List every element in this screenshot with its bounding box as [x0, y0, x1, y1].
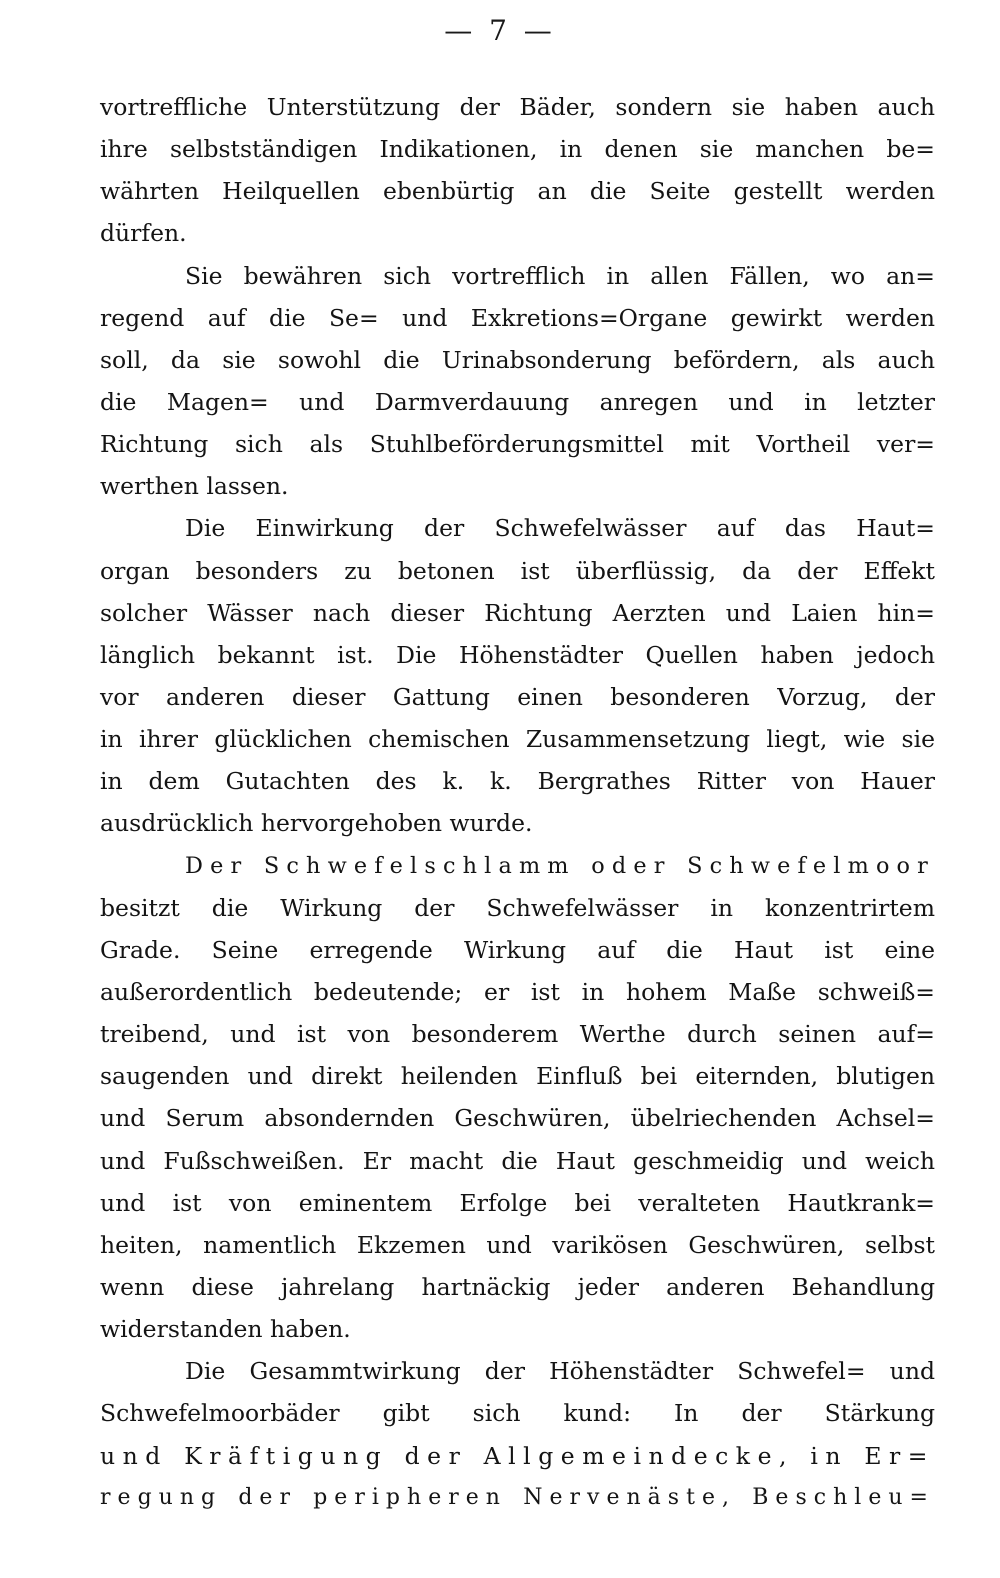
- text-line: und Kräftigung der Allgemeindecke, in Er=: [100, 1441, 935, 1470]
- text-line: ihre selbstständigen Indikationen, in denen sie manchen be=: [100, 135, 935, 164]
- text-line: besitzt die Wirkung der Schwefelwässer in konzentrirtem: [100, 893, 935, 922]
- text-line: Sie bewähren sich vortrefflich in allen Fällen, wo an=: [185, 261, 935, 290]
- text-line: die Magen= und Darmverdauung anregen und in letzter: [100, 387, 935, 416]
- text-line: treibend, und ist von besonderem Werthe durch seinen auf=: [100, 1020, 935, 1049]
- text-line: wenn diese jahrelang hartnäckig jeder anderen Behandlung: [100, 1272, 935, 1301]
- text-line: regung der peripheren Nervenäste, Beschleu=: [100, 1484, 935, 1510]
- text-line: Die Gesammtwirkung der Höhenstädter Schwefel= und: [185, 1357, 935, 1386]
- text-line: in ihrer glücklichen chemischen Zusammensetzung liegt, wie sie: [100, 725, 935, 754]
- text-line: werthen lassen.: [100, 472, 289, 501]
- text-line: organ besonders zu betonen ist überflüssig, da der Effekt: [100, 556, 935, 585]
- text-line: in dem Gutachten des k. k. Bergrathes Ritter von Hauer: [100, 767, 935, 796]
- text-line: heiten, namentlich Ekzemen und varikösen Geschwüren, selbst: [100, 1230, 935, 1259]
- text-line: und Fußschweißen. Er macht die Haut geschmeidig und weich: [100, 1146, 935, 1175]
- text-line: Der Schwefelschlamm oder Schwefelmoor: [185, 852, 935, 879]
- body-text: [100, 86, 935, 1519]
- text-line: währten Heilquellen ebenbürtig an die Seite gestellt werden: [100, 177, 935, 206]
- text-line: und Serum absondernden Geschwüren, übelriechenden Achsel=: [100, 1104, 935, 1133]
- text-line: außerordentlich bedeutende; er ist in hohem Maße schweiß=: [100, 977, 935, 1006]
- text-line: widerstanden haben.: [100, 1315, 351, 1344]
- text-line: Grade. Seine erregende Wirkung auf die Haut ist eine: [100, 935, 935, 964]
- text-line: ausdrücklich hervorgehoben wurde.: [100, 809, 533, 838]
- text-line: länglich bekannt ist. Die Höhenstädter Quellen haben jedoch: [100, 640, 935, 669]
- text-line: saugenden und direkt heilenden Einfluß bei eiternden, blutigen: [100, 1062, 935, 1091]
- text-line: und ist von eminentem Erfolge bei veralteten Hautkrank=: [100, 1188, 935, 1217]
- text-line: soll, da sie sowohl die Urinabsonderung befördern, als auch: [100, 345, 935, 374]
- page-number: — 7 —: [444, 14, 556, 47]
- text-line: solcher Wässer nach dieser Richtung Aerzten und Laien hin=: [100, 598, 935, 627]
- text-line: Richtung sich als Stuhlbeförderungsmittel mit Vortheil ver=: [100, 430, 935, 459]
- text-line: dürfen.: [100, 219, 187, 248]
- text-line: Schwefelmoorbäder gibt sich kund: In der Stärkung: [100, 1399, 935, 1428]
- text-line: vor anderen dieser Gattung einen besonderen Vorzug, der: [100, 682, 935, 711]
- text-line: vortreffliche Unterstützung der Bäder, sondern sie haben auch: [100, 93, 935, 121]
- text-line: regend auf die Se= und Exkretions=Organe gewirkt werden: [100, 303, 935, 332]
- text-line: Die Einwirkung der Schwefelwässer auf das Haut=: [185, 514, 935, 543]
